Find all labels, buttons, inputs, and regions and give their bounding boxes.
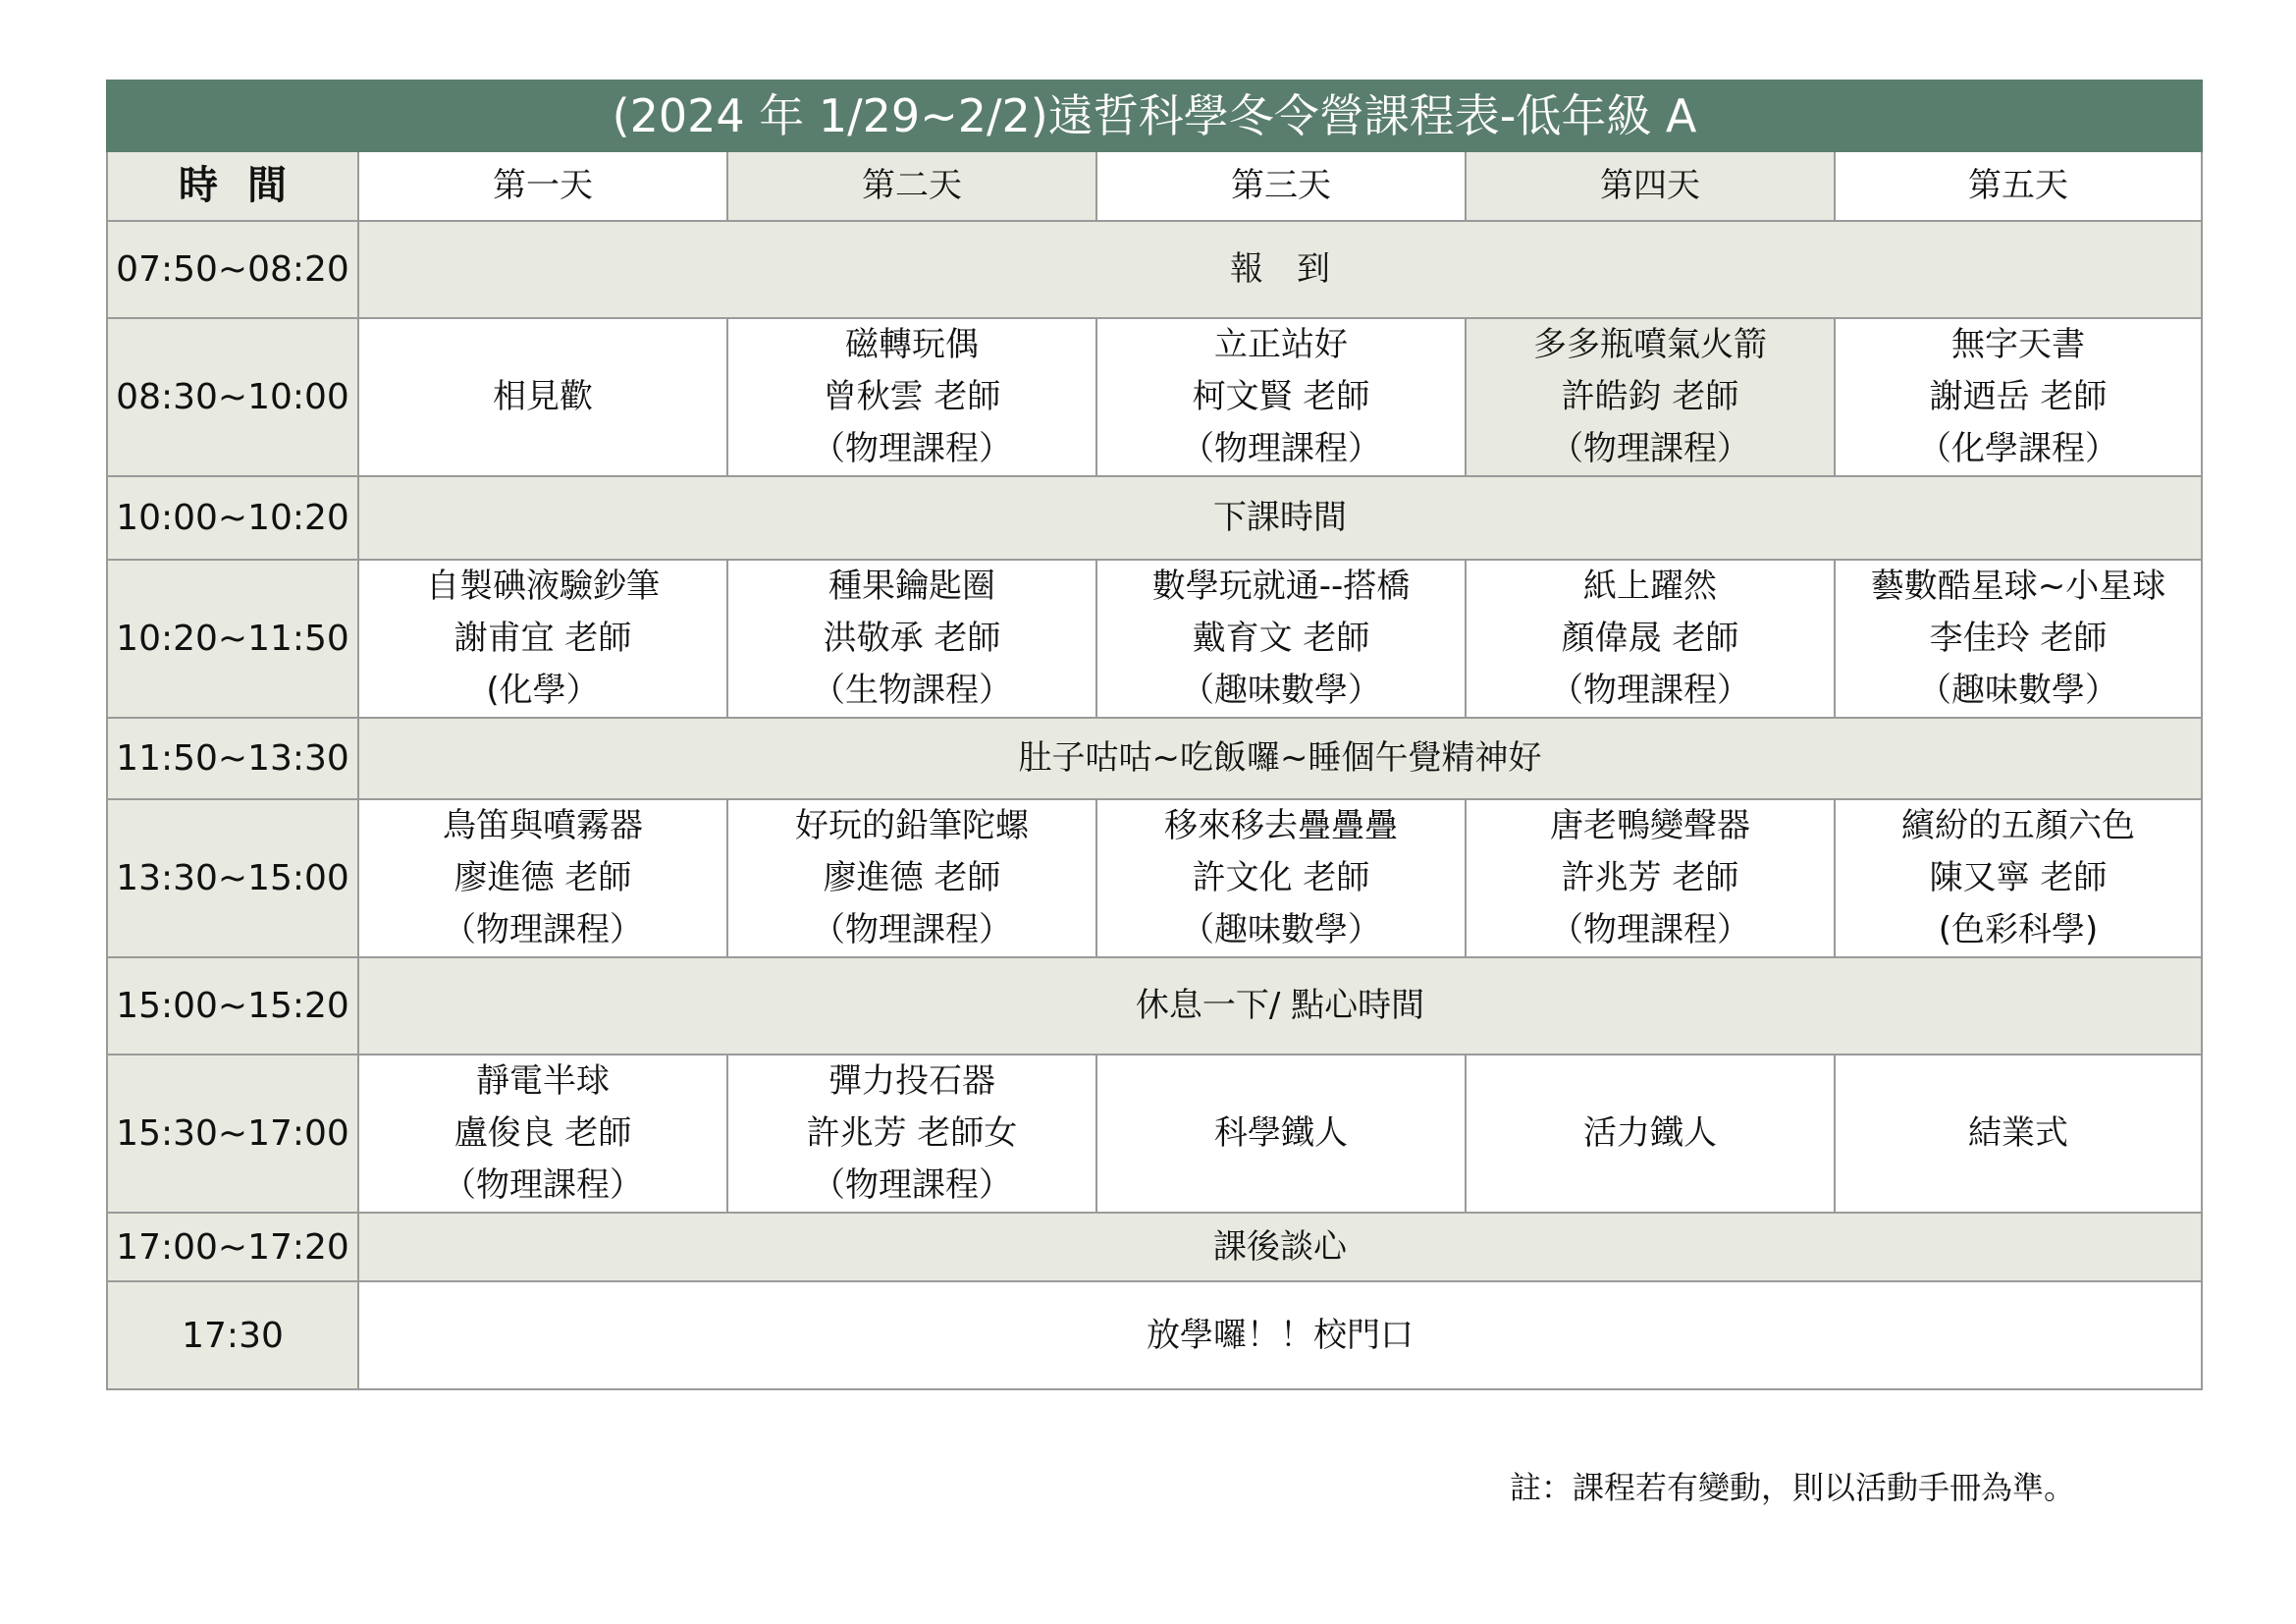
course-cell bbox=[1835, 318, 2202, 476]
course-cell bbox=[1835, 1055, 2202, 1213]
title-row bbox=[107, 81, 2202, 151]
course-category: （趣味數學） bbox=[1181, 910, 1381, 949]
course-teacher: 李佳玲 老師 bbox=[1929, 619, 2108, 658]
course-title: 唐老鴨變聲器 bbox=[1550, 806, 1750, 845]
course-title: 無字天書 bbox=[1951, 325, 2086, 364]
chat-cell: 課後談心 bbox=[358, 1213, 2202, 1281]
course-category: （物理課程） bbox=[1181, 429, 1381, 468]
course-cell bbox=[1466, 318, 1835, 476]
day-5-header: 第五天 bbox=[1835, 151, 2202, 221]
course-title: 多多瓶噴氣火箭 bbox=[1533, 325, 1767, 364]
course-category: （物理課程） bbox=[812, 910, 1012, 949]
course-title: 立正站好 bbox=[1214, 325, 1348, 364]
course-cell bbox=[358, 1055, 727, 1213]
schedule-table bbox=[106, 80, 2203, 1390]
course-category: （趣味數學） bbox=[1918, 671, 2119, 710]
time-cell: 15:00~15:20 bbox=[107, 957, 358, 1055]
course-category: （物理課程） bbox=[1550, 671, 1750, 710]
time-column-header: 時間 bbox=[107, 151, 358, 221]
course-teacher: 曾秋雲 老師 bbox=[823, 377, 1001, 416]
time-cell: 15:30~17:00 bbox=[107, 1055, 358, 1213]
course-title: 科學鐵人 bbox=[1214, 1113, 1348, 1153]
time-cell: 08:30~10:00 bbox=[107, 318, 358, 476]
course-cell bbox=[727, 560, 1096, 718]
course-teacher: 戴育文 老師 bbox=[1192, 619, 1370, 658]
course-cell bbox=[1096, 318, 1466, 476]
row-period2 bbox=[107, 560, 2202, 718]
row-break2 bbox=[107, 957, 2202, 1055]
course-category: （物理課程） bbox=[812, 429, 1012, 468]
course-category: （物理課程） bbox=[812, 1165, 1012, 1205]
time-cell: 17:00~17:20 bbox=[107, 1213, 358, 1281]
course-title: 自製碘液驗鈔筆 bbox=[426, 567, 660, 606]
course-cell bbox=[727, 318, 1096, 476]
course-category: （生物課程） bbox=[812, 671, 1012, 710]
course-teacher: 柯文賢 老師 bbox=[1192, 377, 1370, 416]
course-title: 藝數酷星球~小星球 bbox=[1870, 567, 2166, 606]
course-title: 相見歡 bbox=[493, 377, 593, 416]
row-period3 bbox=[107, 799, 2202, 957]
course-cell bbox=[1096, 560, 1466, 718]
course-teacher: 廖進德 老師 bbox=[454, 858, 632, 897]
day-2-header: 第二天 bbox=[727, 151, 1096, 221]
course-cell bbox=[1466, 799, 1835, 957]
course-title: 磁轉玩偶 bbox=[845, 325, 979, 364]
course-cell bbox=[1096, 1055, 1466, 1213]
course-category: （物理課程） bbox=[443, 1165, 643, 1205]
course-cell bbox=[358, 799, 727, 957]
course-cell bbox=[727, 1055, 1096, 1213]
course-cell bbox=[1466, 560, 1835, 718]
course-title: 種果鑰匙圈 bbox=[828, 567, 995, 606]
course-title: 好玩的鉛筆陀螺 bbox=[795, 806, 1029, 845]
course-title: 數學玩就通--搭橋 bbox=[1151, 567, 1411, 606]
course-teacher: 盧俊良 老師 bbox=[454, 1113, 632, 1153]
time-cell: 13:30~15:00 bbox=[107, 799, 358, 957]
time-cell: 10:00~10:20 bbox=[107, 476, 358, 560]
course-title: 繽紛的五顏六色 bbox=[1901, 806, 2136, 845]
row-period4 bbox=[107, 1055, 2202, 1213]
course-cell bbox=[358, 560, 727, 718]
checkin-cell: 報 到 bbox=[358, 221, 2202, 318]
course-teacher: 洪敬承 老師 bbox=[823, 619, 1001, 658]
course-title: 鳥笛與噴霧器 bbox=[443, 806, 643, 845]
row-checkin bbox=[107, 221, 2202, 318]
course-teacher: 陳又寧 老師 bbox=[1929, 858, 2108, 897]
row-lunch bbox=[107, 718, 2202, 799]
row-dismiss bbox=[107, 1281, 2202, 1389]
course-cell bbox=[358, 318, 727, 476]
course-teacher: 許兆芳 老師 bbox=[1561, 858, 1739, 897]
header-row bbox=[107, 151, 2202, 221]
course-title: 活力鐵人 bbox=[1583, 1113, 1717, 1153]
row-after bbox=[107, 1213, 2202, 1281]
time-cell: 17:30 bbox=[107, 1281, 358, 1389]
dismiss-cell: 放學囉！！校門口 bbox=[358, 1281, 2202, 1389]
course-cell bbox=[1096, 799, 1466, 957]
time-cell: 07:50~08:20 bbox=[107, 221, 358, 318]
course-title: 靜電半球 bbox=[476, 1061, 610, 1101]
course-title: 紙上躍然 bbox=[1583, 567, 1717, 606]
course-teacher: 謝甫宜 老師 bbox=[454, 619, 632, 658]
course-title: 彈力投石器 bbox=[828, 1061, 995, 1101]
course-category: (化學） bbox=[486, 671, 600, 710]
time-cell: 11:50~13:30 bbox=[107, 718, 358, 799]
course-category: （趣味數學） bbox=[1181, 671, 1381, 710]
snack-cell: 休息一下/ 點心時間 bbox=[358, 957, 2202, 1055]
footnote: 註：課程若有變動，則以活動手冊為準。 bbox=[1510, 1469, 2076, 1506]
course-category: （物理課程） bbox=[1550, 429, 1750, 468]
course-cell bbox=[1835, 799, 2202, 957]
course-teacher: 顏偉晟 老師 bbox=[1561, 619, 1739, 658]
course-cell bbox=[1466, 1055, 1835, 1213]
page-title: (2024 年 1/29~2/2)遠哲科學冬令營課程表-低年級 A bbox=[107, 81, 2202, 151]
course-cell bbox=[727, 799, 1096, 957]
break-cell: 下課時間 bbox=[358, 476, 2202, 560]
course-category: （物理課程） bbox=[1550, 910, 1750, 949]
course-teacher: 許皓鈞 老師 bbox=[1561, 377, 1739, 416]
course-teacher: 謝迺岳 老師 bbox=[1929, 377, 2108, 416]
course-teacher: 許文化 老師 bbox=[1192, 858, 1370, 897]
course-title: 移來移去疊疊疊 bbox=[1164, 806, 1398, 845]
time-cell: 10:20~11:50 bbox=[107, 560, 358, 718]
course-teacher: 廖進德 老師 bbox=[823, 858, 1001, 897]
course-category: （物理課程） bbox=[443, 910, 643, 949]
course-title: 結業式 bbox=[1968, 1113, 2069, 1153]
course-category: （化學課程） bbox=[1918, 429, 2119, 468]
day-3-header: 第三天 bbox=[1096, 151, 1466, 221]
row-period1 bbox=[107, 318, 2202, 476]
lunch-cell: 肚子咕咕~吃飯囉~睡個午覺精神好 bbox=[358, 718, 2202, 799]
course-category: (色彩科學) bbox=[1938, 910, 2099, 949]
row-break1 bbox=[107, 476, 2202, 560]
course-teacher: 許兆芳 老師女 bbox=[806, 1113, 1018, 1153]
day-1-header: 第一天 bbox=[358, 151, 727, 221]
day-4-header: 第四天 bbox=[1466, 151, 1835, 221]
course-cell bbox=[1835, 560, 2202, 718]
